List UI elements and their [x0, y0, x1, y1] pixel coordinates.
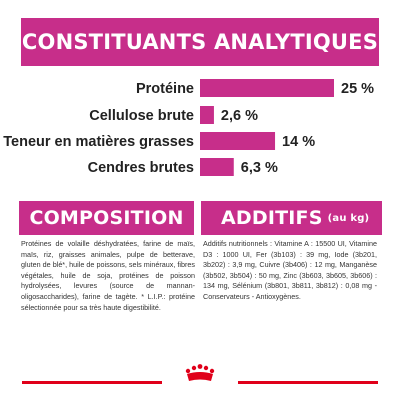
- additives-unit: (au kg): [327, 212, 370, 224]
- analytical-constituents-banner: [21, 18, 379, 66]
- category-label: Cendres brutes: [87, 160, 194, 176]
- composition-title: COMPOSITION: [29, 207, 184, 229]
- royal-canin-crown-icon: [168, 361, 232, 387]
- category-label: Teneur en matières grasses: [3, 134, 194, 150]
- category-label: Protéine: [135, 81, 194, 97]
- composition-banner: [19, 201, 194, 235]
- bar: [200, 158, 234, 176]
- additives-text: Additifs nutritionnels : Vitamine A : 15500 UI, Vitamine D3 : 1000 UI, Fer (3b103) : 39 mg, Iode (3b201, 3b202) : 3,9 mg, Cuivre (3b406) : 12 mg, Manganèse (3b502, 3b504) : 50 mg, Zinc (3b603, 3b605, 3b606) : 134 mg, Sélénium (3b801, 3b811, 3b812) : 0,08 mg - Conservateurs - Antioxygènes.: [203, 239, 377, 301]
- constituents-bar-chart: [0, 70, 400, 198]
- composition-text: Protéines de volaille déshydratées, farine de maïs, maïs, riz, graisses animales, pulpe de betterave, gluten de blé*, huile de poissons, sels minéraux, fibres végétales, huile de soja, protéines de poisson hydrolysées, levures (source de mannan-oligosaccharides), farine de tagète. * L.I.P.: protéine sélectionnée pour sa très haute digestibilité.: [21, 239, 195, 312]
- value-label: 14 %: [282, 134, 316, 150]
- value-label: 6,3 %: [240, 160, 278, 176]
- analytical-constituents-title: CONSTITUANTS ANALYTIQUES: [21, 30, 379, 54]
- value-label: 2,6 %: [220, 108, 259, 124]
- additives-title: ADDITIFS: [221, 207, 323, 229]
- bar: [200, 106, 214, 124]
- value-label: 25 %: [341, 81, 375, 97]
- footer-divider-right: [238, 381, 378, 384]
- footer-divider-left: [22, 381, 162, 384]
- bar: [200, 132, 275, 150]
- category-label: Cellulose brute: [89, 108, 194, 124]
- additives-banner: [201, 201, 382, 235]
- bar: [200, 79, 334, 97]
